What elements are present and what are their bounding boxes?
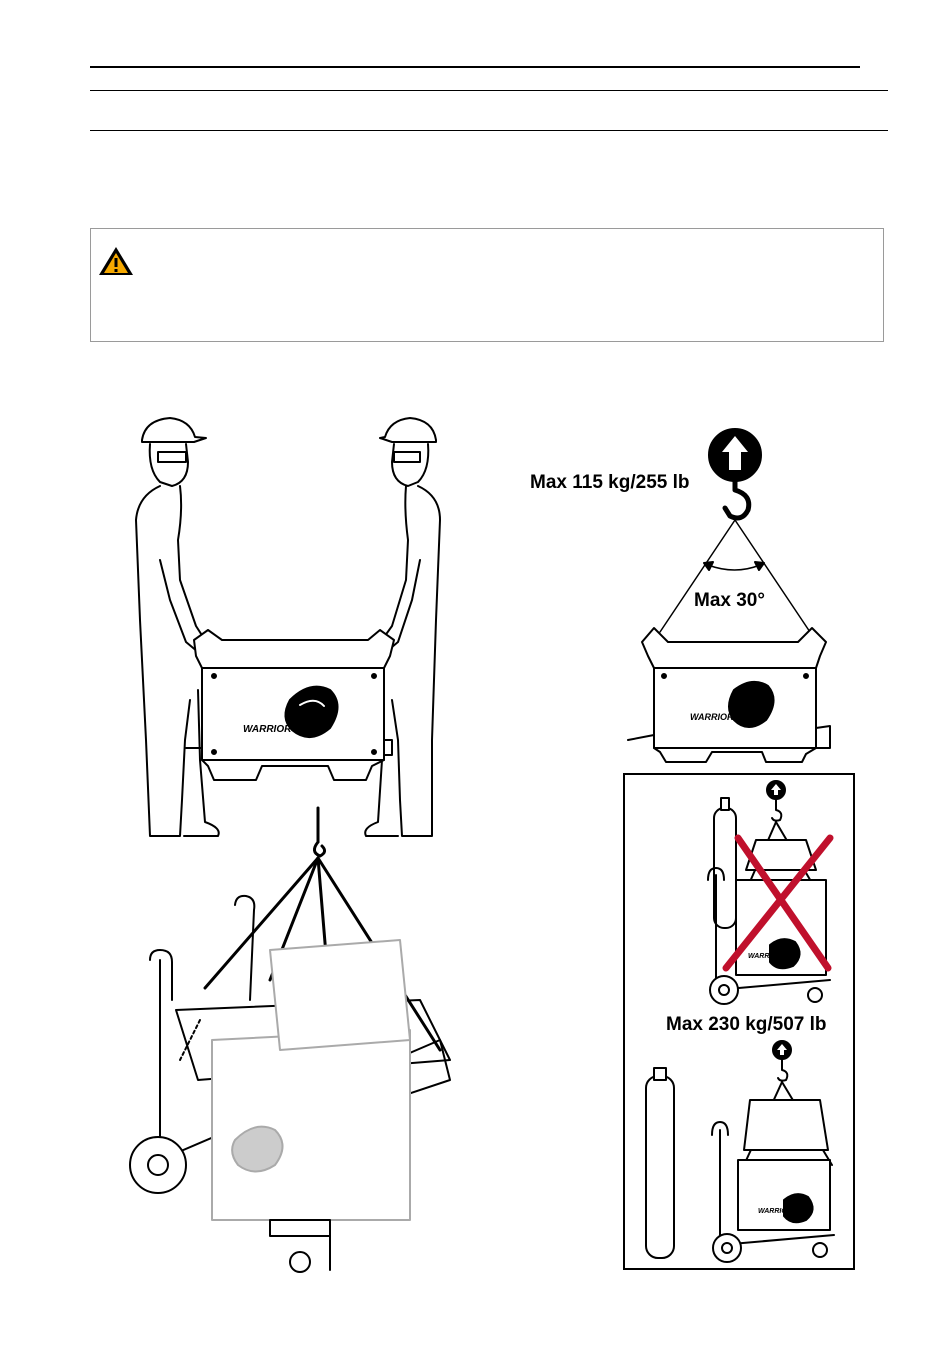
machine-brand-mark-3: WARRIOR	[748, 953, 782, 960]
label-max-angle: Max 30°	[694, 590, 765, 611]
label-max-weight-trolley: Max 230 kg/507 lb	[666, 1014, 827, 1035]
trolley-sling-figure	[130, 808, 450, 1272]
machine-brand-mark-1: WARRIOR	[243, 724, 292, 735]
machine-brand-mark-2: WARRIOR	[690, 712, 734, 722]
person-left	[136, 418, 219, 836]
crane-hook-icon	[725, 481, 749, 518]
person-right	[365, 418, 440, 836]
machine-carried	[186, 630, 394, 780]
label-max-weight-crane: Max 115 kg/255 lb	[530, 472, 690, 493]
machine-brand-mark-4: WARRIOR	[758, 1208, 792, 1215]
two-person-lift-figure	[136, 418, 440, 836]
machine-trolley-grey	[212, 940, 410, 1220]
machine-crane	[628, 628, 830, 762]
